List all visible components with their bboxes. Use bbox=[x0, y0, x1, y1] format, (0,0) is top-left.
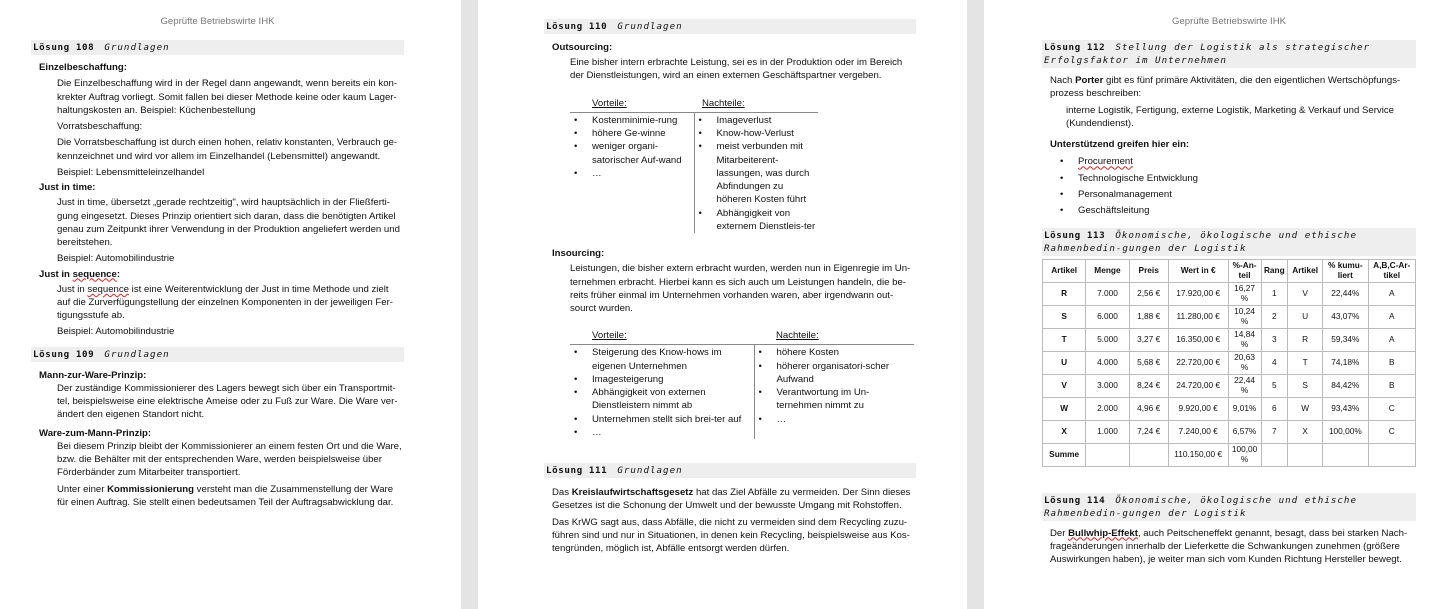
table-cell: 1.000 bbox=[1086, 420, 1129, 443]
table-cell: 16,27 % bbox=[1228, 282, 1261, 305]
table-cell bbox=[1368, 443, 1416, 466]
ware-zum-mann-heading: Ware-zum-Mann-Prinzip: bbox=[39, 427, 152, 439]
text-part: Just in bbox=[57, 283, 88, 295]
table-cell: 2,56 € bbox=[1129, 282, 1168, 305]
table-cell: 110.150,00 € bbox=[1168, 443, 1228, 466]
table-cell: 6.000 bbox=[1086, 305, 1129, 328]
list-item: • meist verbunden mit Mitarbeiterent-lassungen, was durch Abfindungen zu höheren Kosten führt bbox=[695, 140, 819, 206]
table-cell: 22,44% bbox=[1323, 282, 1368, 305]
table-cell bbox=[1086, 443, 1129, 466]
table-cell: R bbox=[1288, 328, 1323, 351]
table-cell bbox=[1261, 443, 1288, 466]
text-part: ist eine Weiterentwicklung der Just in time Methode und zielt auf die Zurverfügungstellung der einzelnen Komponenten in der jeweiligen Fer-tigungsstufe ab. bbox=[57, 283, 393, 322]
insourcing-table bbox=[570, 329, 914, 439]
table-cell: C bbox=[1368, 420, 1416, 443]
text-part: hat das Ziel Abfälle zu vermeiden. Der Sinn dieses Gesetzes ist die Schonung der Umwelt und der bewusste Umgang mit Rohstoffen. bbox=[552, 487, 911, 512]
page-2 bbox=[478, 0, 967, 609]
table-cell bbox=[1288, 443, 1323, 466]
list-item: • Imagesteigerung bbox=[570, 373, 750, 386]
table-cell: U bbox=[1043, 351, 1086, 374]
table-cell: 5,68 € bbox=[1129, 351, 1168, 374]
just-in-time-text: Just in time, übersetzt „gerade rechtzeitig", wird hauptsächlich in der Fließferti-gung eingesetzt. Dieses Prinzip orientiert sich daran, dass die benötigten Artikel genau zum Zeitpunkt ihrer Verwendung in der Produktion angeliefert werden und bereitstehen. bbox=[57, 197, 400, 249]
term-kommissionierung: Kommissionierung bbox=[107, 483, 195, 495]
einzelbeschaffung-heading: Einzelbeschaffung: bbox=[39, 62, 127, 74]
just-in-sequence-text bbox=[31, 283, 404, 323]
term-bullwhip-effekt: Bullwhip-Effekt bbox=[1068, 527, 1138, 539]
cons-label: Nachteile: bbox=[776, 330, 819, 342]
solution-number: Lösung 111 bbox=[546, 465, 608, 477]
table-row bbox=[1043, 397, 1416, 420]
table-cell: 2 bbox=[1261, 305, 1288, 328]
outsourcing-pros-list bbox=[570, 114, 694, 180]
table-cell: U bbox=[1288, 305, 1323, 328]
table-cell: Summe bbox=[1043, 443, 1086, 466]
table-row bbox=[1043, 282, 1416, 305]
table-cell: S bbox=[1288, 374, 1323, 397]
table-cell: 93,43% bbox=[1323, 397, 1368, 420]
table-cell: 43,07% bbox=[1323, 305, 1368, 328]
list-item: • weniger organi-satorischer Auf-wand bbox=[570, 140, 688, 166]
solution-110-heading bbox=[544, 19, 916, 34]
solution-topic: Grundlagen bbox=[104, 348, 170, 360]
table-cell: 14,84 % bbox=[1228, 328, 1261, 351]
list-item: • Steigerung des Know-hows im eigenen Unternehmen bbox=[570, 346, 750, 372]
solution-number: Lösung 110 bbox=[546, 21, 608, 32]
outsourcing-pros-cons bbox=[570, 97, 818, 233]
solution-108-heading bbox=[31, 40, 404, 55]
pros-label: Vorteile: bbox=[592, 330, 627, 342]
table-cell: A bbox=[1368, 305, 1416, 328]
just-in-sequence-example: Beispiel: Automobilindustrie bbox=[57, 326, 175, 338]
table-cell: A bbox=[1368, 328, 1416, 351]
vorratsbeschaffung-heading: Vorratsbeschaffung: bbox=[57, 121, 143, 133]
running-header: Geprüfte Betriebswirte IHK bbox=[160, 16, 275, 27]
text-part: Unter einer bbox=[57, 483, 108, 495]
text-part: Der bbox=[1050, 527, 1069, 539]
table-cell: 3 bbox=[1261, 328, 1288, 351]
text-part: Nach bbox=[1050, 75, 1076, 87]
solution-114-heading bbox=[1042, 493, 1416, 521]
table-cell: T bbox=[1043, 328, 1086, 351]
solution-topic: Grundlagen bbox=[617, 465, 683, 477]
abc-analysis-table bbox=[1042, 259, 1416, 467]
column-header: Rang bbox=[1261, 259, 1288, 282]
solution-113-heading bbox=[1042, 228, 1416, 256]
column-header: Artikel bbox=[1043, 259, 1086, 282]
table-cell: R bbox=[1043, 282, 1086, 305]
list-item: • Know-how-Verlust bbox=[695, 127, 819, 140]
just-in-time-example: Beispiel: Automobilindustrie bbox=[57, 253, 175, 265]
column-header: Menge bbox=[1086, 259, 1129, 282]
table-cell: 10,24 % bbox=[1228, 305, 1261, 328]
outsourcing-cons-list bbox=[695, 114, 819, 233]
table-cell: 9,01% bbox=[1228, 397, 1261, 420]
table-cell: 11.280,00 € bbox=[1168, 305, 1228, 328]
table-row bbox=[1043, 420, 1416, 443]
table-cell: 100,00% bbox=[1323, 420, 1368, 443]
table-cell: 5.000 bbox=[1086, 328, 1129, 351]
solution-number: Lösung 109 bbox=[33, 348, 95, 360]
spellcheck-word: Procurement bbox=[1078, 156, 1133, 168]
table-cell: 84,42% bbox=[1323, 374, 1368, 397]
einzelbeschaffung-text: Die Einzelbeschaffung wird in der Regel dann angewandt, wenn bereits ein kon-krekter Auftrag vorliegt. Somit fallen bei dieser Methode keine oder kaum Lager-haltungskosten an. Beispiel: Küchenbestellung bbox=[57, 78, 398, 116]
mann-zur-ware-text: Der zuständige Kommissionierer des Lagers bewegt sich über ein Transportmit-tel, beispielsweise eine elektrische Ameise oder zu Fuß zur Ware. Die Ware ver-ändert den eigenen Standort nicht. bbox=[57, 382, 398, 421]
table-cell: 7.240,00 € bbox=[1168, 420, 1228, 443]
krwg-text: Das KrWG sagt aus, dass Abfälle, die nicht zu vermeiden sind dem Recycling zuzu-führen sind und nur in Situationen, in denen kein Recycling, beispielsweise aus Kos-tengründen, möglich ist, Abfälle entsorgt werden dürfen. bbox=[552, 516, 910, 555]
list-item: • Imageverlust bbox=[695, 114, 819, 127]
column-header: %-An-teil bbox=[1228, 259, 1261, 282]
just-in-time-heading: Just in time: bbox=[39, 182, 96, 194]
list-item: • … bbox=[570, 426, 750, 439]
solution-topic: Grundlagen bbox=[104, 42, 170, 54]
table-cell: V bbox=[1043, 374, 1086, 397]
table-cell: 1,88 € bbox=[1129, 305, 1168, 328]
heading-part: : bbox=[116, 268, 121, 280]
insourcing-text: Leistungen, die bisher extern erbracht wurden, werden nun in Eigenregie im Un-ternehmen erbracht. Hierbei kann es sich auch um Leistungen handeln, die be-reits früher einmal im Unternehmen vorhanden waren, aber irgendwann out-sourct wurden. bbox=[570, 263, 911, 314]
page-3 bbox=[984, 0, 1445, 609]
table-cell: 74,18% bbox=[1323, 351, 1368, 374]
solution-topic: Stellung der Logistik als strategischer Erfolgsfaktor im Unternehmen bbox=[1044, 42, 1371, 67]
spellcheck-word: sequence bbox=[72, 268, 117, 280]
table-cell: B bbox=[1368, 374, 1416, 397]
list-item bbox=[1056, 154, 1416, 170]
just-in-sequence-heading bbox=[31, 268, 404, 281]
table-cell: 6,57% bbox=[1228, 420, 1261, 443]
table-cell: 22,44 % bbox=[1228, 374, 1261, 397]
table-header-row bbox=[1043, 259, 1416, 282]
table-cell: 24.720,00 € bbox=[1168, 374, 1228, 397]
bullwhip-text bbox=[1042, 527, 1416, 567]
outsourcing-heading: Outsourcing: bbox=[552, 42, 613, 53]
list-item: • Verantwortung im Un-ternehmen nimmt zu bbox=[755, 386, 903, 412]
cons-label: Nachteile: bbox=[702, 97, 745, 109]
table-cell: 7,24 € bbox=[1129, 420, 1168, 443]
table-row bbox=[1043, 374, 1416, 397]
table-cell: 100,00 % bbox=[1228, 443, 1261, 466]
column-header: % kumu-liert bbox=[1323, 259, 1368, 282]
list-item: • … bbox=[570, 167, 688, 180]
ware-zum-mann-text: Bei diesem Prinzip bleibt der Kommissionierer an einem festen Ort und die Ware, bzw. die Behälter mit der entsprechenden Ware, werden beispielsweise über Förderbänder zum Mitarbeiter transportiert. bbox=[57, 440, 402, 479]
table-cell: 16.350,00 € bbox=[1168, 328, 1228, 351]
table-cell: V bbox=[1288, 282, 1323, 305]
table-cell: X bbox=[1043, 420, 1086, 443]
outsourcing-table bbox=[570, 97, 818, 233]
table-cell: 17.920,00 € bbox=[1168, 282, 1228, 305]
insourcing-pros-list bbox=[570, 346, 754, 439]
table-cell: W bbox=[1288, 397, 1323, 420]
table-cell: 7 bbox=[1261, 420, 1288, 443]
table-cell: B bbox=[1368, 351, 1416, 374]
primary-activities-text: interne Logistik, Fertigung, externe Logistik, Marketing & Verkauf und Service (Kundendienst). bbox=[1066, 104, 1394, 129]
table-cell: S bbox=[1043, 305, 1086, 328]
column-header: Preis bbox=[1129, 259, 1168, 282]
column-header: A,B,C-Ar-tikel bbox=[1368, 259, 1416, 282]
solution-109-heading bbox=[31, 347, 404, 362]
table-row bbox=[1043, 305, 1416, 328]
page-1 bbox=[0, 0, 461, 609]
table-cell: 5 bbox=[1261, 374, 1288, 397]
vorratsbeschaffung-text: Die Vorratsbeschaffung ist durch einen hohen, relativ konstanten, Verbrauch ge-kennzeichnet und wird vor allem im Einzelhandel (Lebensmittel) angewandt. bbox=[57, 137, 398, 162]
table-cell: 3,27 € bbox=[1129, 328, 1168, 351]
table-cell: W bbox=[1043, 397, 1086, 420]
table-cell: 1 bbox=[1261, 282, 1288, 305]
mann-zur-ware-heading: Mann-zur-Ware-Prinzip: bbox=[39, 369, 147, 381]
table-cell: 7.000 bbox=[1086, 282, 1129, 305]
table-cell: C bbox=[1368, 397, 1416, 420]
spellcheck-word: sequence bbox=[87, 283, 130, 295]
pros-label: Vorteile: bbox=[592, 97, 627, 109]
table-cell: 4,96 € bbox=[1129, 397, 1168, 420]
table-sum-row bbox=[1043, 443, 1416, 466]
table-cell bbox=[1129, 443, 1168, 466]
heading-part: Just in bbox=[39, 268, 73, 280]
table-cell: 6 bbox=[1261, 397, 1288, 420]
list-item: • höherer organisatori-scher Aufwand bbox=[755, 360, 903, 386]
support-activities-list bbox=[1042, 154, 1416, 219]
table-cell: 22.720,00 € bbox=[1168, 351, 1228, 374]
table-cell: 20,63 % bbox=[1228, 351, 1261, 374]
table-cell: 2.000 bbox=[1086, 397, 1129, 420]
table-cell: 4 bbox=[1261, 351, 1288, 374]
list-item: • höhere Ge-winne bbox=[570, 127, 688, 140]
table-row bbox=[1043, 328, 1416, 351]
table-cell: A bbox=[1368, 282, 1416, 305]
list-item: • Geschäftsleitung bbox=[1056, 203, 1416, 219]
table-cell: 4.000 bbox=[1086, 351, 1129, 374]
abc-table-body bbox=[1043, 282, 1416, 466]
insourcing-pros-cons bbox=[570, 329, 914, 439]
list-item: • höhere Kosten bbox=[755, 346, 903, 359]
table-cell: 3.000 bbox=[1086, 374, 1129, 397]
support-activities-heading: Unterstützend greifen hier ein: bbox=[1050, 139, 1190, 151]
text-part: gibt es fünf primäre Aktivitäten, die den eigentlichen Wertschöpfungs-prozess beschreiben: bbox=[1050, 75, 1401, 100]
page-gap-left bbox=[461, 0, 478, 609]
list-item: • Abhängigkeit von externem Dienstleis-ter bbox=[695, 207, 819, 233]
kreislaufwirtschaft-text bbox=[544, 486, 916, 512]
list-item: • … bbox=[755, 413, 903, 426]
solution-number: Lösung 108 bbox=[33, 42, 95, 54]
solution-number: Lösung 113 bbox=[1044, 229, 1106, 241]
page-gap-right bbox=[967, 0, 984, 609]
table-row bbox=[1043, 351, 1416, 374]
table-cell: 9.920,00 € bbox=[1168, 397, 1228, 420]
solution-topic: Ökonomische, ökologische und ethische Rahmenbedin-gungen der Logistik bbox=[1044, 494, 1357, 519]
table-cell: 59,34% bbox=[1323, 328, 1368, 351]
solution-111-heading bbox=[544, 463, 916, 478]
list-item: • Personalmanagement bbox=[1056, 187, 1416, 203]
solution-topic: Grundlagen bbox=[617, 21, 683, 32]
vorratsbeschaffung-example: Beispiel: Lebensmitteleinzelhandel bbox=[57, 166, 205, 178]
text-part: , auch Peitscheneffekt genannt, besagt, dass bei starken Nach-frageänderungen innerhalb der Lieferkette die Schwankungen zunehmen (größere Auswirkungen haben), je weiter man sich vom Kunden Richtung Hersteller bewegt. bbox=[1050, 527, 1408, 566]
list-item: • Technologische Entwicklung bbox=[1056, 171, 1416, 187]
table-cell: T bbox=[1288, 351, 1323, 374]
text-part: Das bbox=[552, 487, 572, 499]
outsourcing-text: Eine bisher intern erbrachte Leistung, sei es in der Produktion oder im Bereich der Dienstleistungen, wird an einen externen Geschäftspartner vergeben. bbox=[570, 57, 903, 82]
table-cell: 8,24 € bbox=[1129, 374, 1168, 397]
porter-text bbox=[1042, 74, 1416, 100]
solution-number: Lösung 112 bbox=[1044, 42, 1106, 54]
running-header: Geprüfte Betriebswirte IHK bbox=[1171, 16, 1287, 27]
table-cell: X bbox=[1288, 420, 1323, 443]
table-cell bbox=[1323, 443, 1368, 466]
solution-112-heading bbox=[1042, 40, 1416, 68]
text-part: versteht man die Zusammenstellung der Ware für einen Auftrag. Sie stellt einen bedeutsamen Teil der Auftragsabwicklung dar. bbox=[57, 483, 394, 508]
kommissionierung-text bbox=[31, 483, 404, 509]
solution-number: Lösung 114 bbox=[1044, 494, 1106, 506]
list-item: • Kostenminimie-rung bbox=[570, 114, 688, 127]
column-header: Artikel bbox=[1288, 259, 1323, 282]
term-porter: Porter bbox=[1075, 75, 1104, 87]
column-header: Wert in € bbox=[1168, 259, 1228, 282]
insourcing-cons-list bbox=[755, 346, 915, 425]
list-item: • Abhängigkeit von externen Dienstleistern nimmt ab bbox=[570, 386, 750, 412]
solution-topic: Ökonomische, ökologische und ethische Rahmenbedin-gungen der Logistik bbox=[1044, 229, 1357, 254]
term-kreislaufwirtschaftsgesetz: Kreislaufwirtschaftsgesetz bbox=[571, 487, 694, 499]
list-item: • Unternehmen stellt sich brei-ter auf bbox=[570, 413, 750, 426]
insourcing-heading: Insourcing: bbox=[552, 248, 605, 260]
